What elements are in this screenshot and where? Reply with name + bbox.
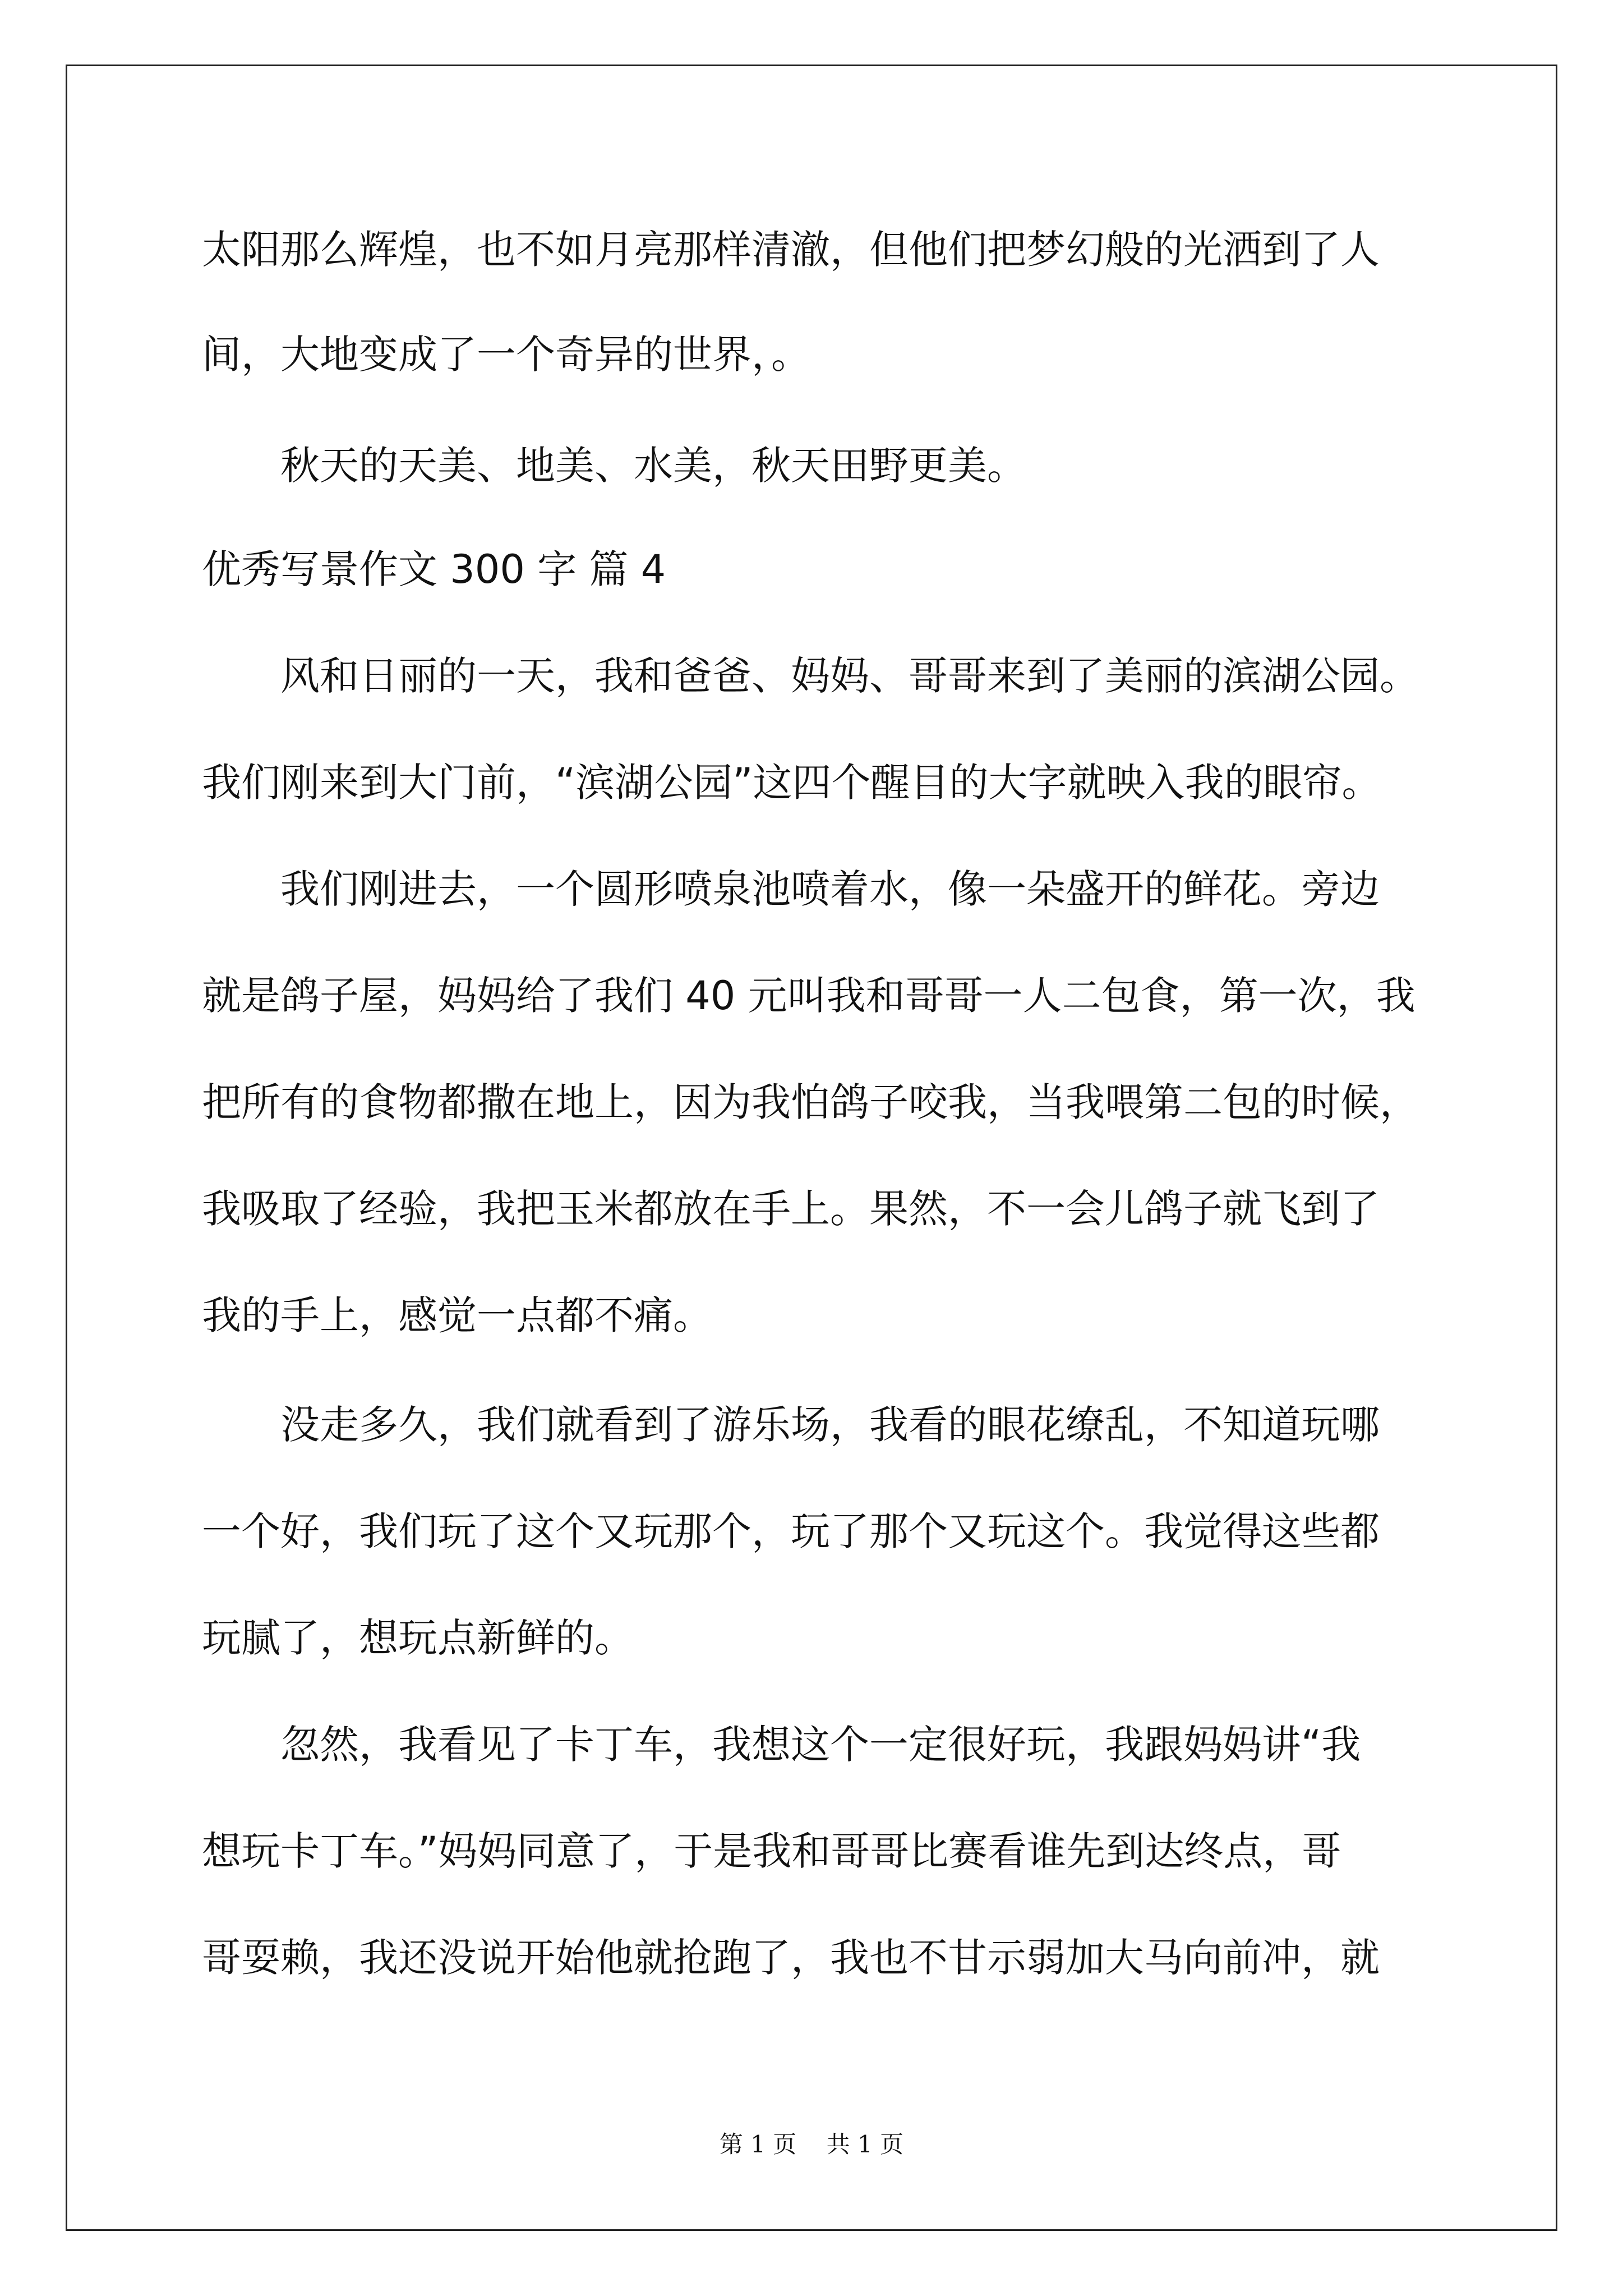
text-line: 我的手上，感觉一点都不痛。 xyxy=(202,1292,712,1338)
text-line: 间，大地变成了一个奇异的世界，。 xyxy=(202,332,810,378)
text-line: 秋天的天美、地美、水美，秋天田野更美。 xyxy=(280,443,1026,489)
text-line: 我们刚来到大门前，“滨湖公园”这四个醒目的大字就映入我的眼帘。 xyxy=(202,760,1381,806)
text-line: 把所有的食物都撒在地上，因为我怕鸽子咬我，当我喂第二包的时候， xyxy=(202,1079,1419,1125)
text-line: 没走多久，我们就看到了游乐场，我看的眼花缭乱，不知道玩哪 xyxy=(280,1402,1380,1448)
text-line: 一个好，我们玩了这个又玩那个，玩了那个又玩这个。我觉得这些都 xyxy=(202,1508,1380,1554)
text-line: 就是鸽子屋，妈妈给了我们 40 元叫我和哥哥一人二包食，第一次，我 xyxy=(202,973,1415,1019)
text-line: 哥耍赖，我还没说开始他就抢跑了，我也不甘示弱加大马向前冲，就 xyxy=(202,1935,1380,1981)
text-line: 玩腻了，想玩点新鲜的。 xyxy=(202,1615,634,1661)
section-heading: 优秀写景作文 300 字 篇 4 xyxy=(202,546,666,592)
text-line: 风和日丽的一天，我和爸爸、妈妈、哥哥来到了美丽的滨湖公园。 xyxy=(280,653,1419,699)
page-border xyxy=(66,65,1557,2231)
page-footer: 第 1 页 共 1 页 xyxy=(719,2131,904,2158)
text-line: 太阳那么辉煌，也不如月亮那样清澈，但他们把梦幻般的光洒到了人 xyxy=(202,227,1380,273)
text-line: 忽然，我看见了卡丁车，我想这个一定很好玩，我跟妈妈讲“我 xyxy=(280,1722,1361,1768)
text-line: 我们刚进去，一个圆形喷泉池喷着水，像一朵盛开的鲜花。旁边 xyxy=(280,866,1380,912)
text-line: 想玩卡丁车。”妈妈同意了，于是我和哥哥比赛看谁先到达终点，哥 xyxy=(202,1828,1341,1874)
text-line: 我吸取了经验，我把玉米都放在手上。果然，不一会儿鸽子就飞到了 xyxy=(202,1186,1380,1232)
